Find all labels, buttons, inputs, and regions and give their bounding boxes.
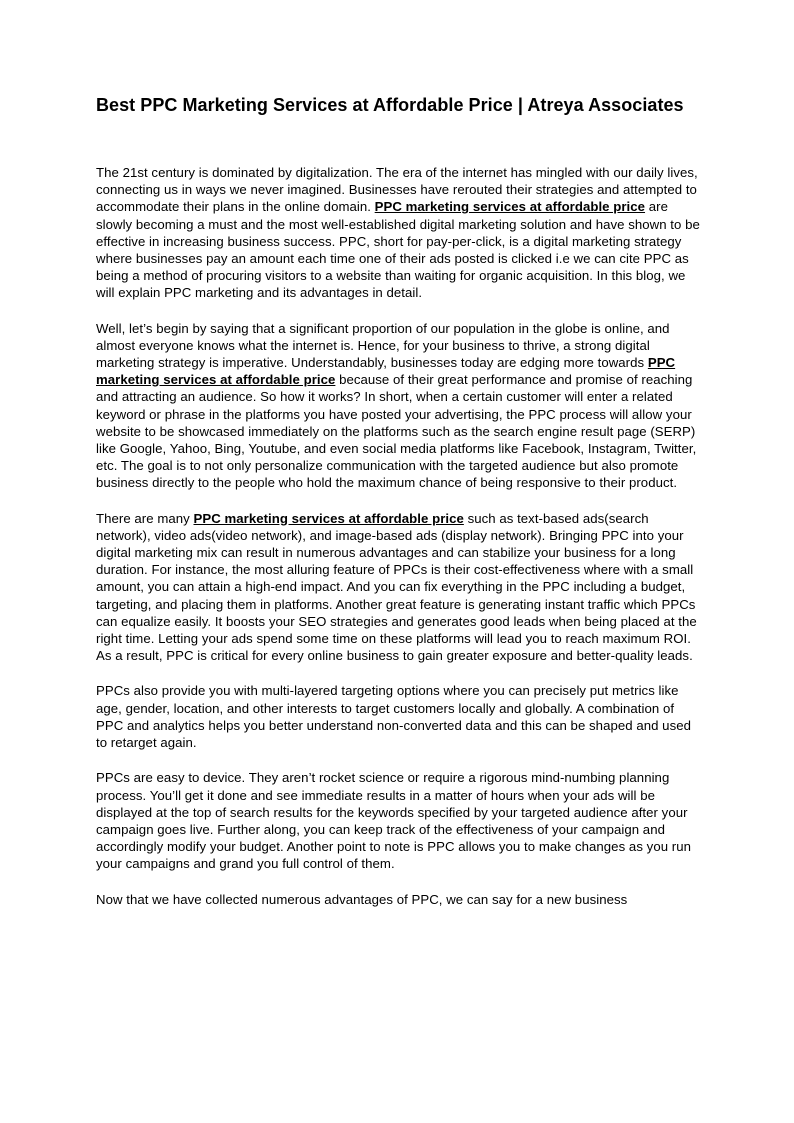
paragraph-how-it-works [96,320,700,492]
paragraph-ad-types [96,510,700,665]
ppc-services-link[interactable]: PPC marketing services at affordable price [96,355,676,388]
paragraph-text: The 21st century is dominated by digitalization. The era of the internet has mingled with our daily lives, connecting us in ways we never imagined. Businesses have rerouted their strategies and attempted to accommodate their plans in the online domain. [96,165,698,215]
ppc-services-link[interactable]: PPC marketing services at affordable price [374,199,646,215]
page-title: Best PPC Marketing Services at Affordable Price | Atreya Associates [96,95,684,115]
paragraph-text: There are many [96,510,194,526]
document-page [96,94,700,926]
paragraph-text: are slowly becoming a must and the most well-established digital marketing solution and have shown to be effective in increasing business success. PPC, short for pay-per-click, is a digital marketing strategy where businesses pay an amount each time one of their ads posted is clicked i.e we can cite PPC as being a method of procuring visitors to a website than waiting for organic acquisition. In this blog, we will explain PPC marketing and its advantages in detail. [96,199,700,301]
paragraph-text: such as text-based ads(search network), video ads(video network), and image-based ads (display network). Bringing PPC into your digital marketing mix can result in numerous advantages and can stabilize your business for a long duration. For instance, the most alluring feature of PPCs is their cost-effectiveness where with a small amount, you can attain a high-end impact. And you can fix everything in the PPC including a budget, targeting, and placing them in platforms. Another great feature is generating instant traffic which PPCs can equalize easily. It boosts your SEO strategies and generates good leads when being placed at the right time. Letting your ads spend some time on these platforms will lead you to reach maximum ROI. As a result, PPC is critical for every online business to gain greater exposure and better-quality leads. [96,510,697,664]
ppc-services-link[interactable]: PPC marketing services at affordable price [193,510,464,526]
paragraph-conclusion: Now that we have collected numerous advantages of PPC, we can say for a new business [96,891,628,907]
paragraph-easy-to-device: PPCs are easy to device. They aren’t rocket science or require a rigorous mind-numbing planning process. You’ll get it done and see immediate results in a matter of hours when your ads will be displayed at the top of search results for the keywords specified by your targeted audience after your campaign goes live. Further along, you can keep track of the effectiveness of your campaign and accordingly modify your budget. Another point to note is PPC allows you to make changes as you run your campaigns and grand you full control of them. [96,770,692,872]
paragraph-targeting: PPCs also provide you with multi-layered targeting options where you can precisely put metrics like age, gender, location, and other interests to target customers locally and globally. A combination of PPC and analytics helps you better understand non-converted data and this can be shaped and used to retarget again. [96,683,691,751]
paragraph-text: Well, let’s begin by saying that a significant proportion of our population in the globe is online, and almost everyone knows what the internet is. Hence, for your business to thrive, a strong digital marketing strategy is imperative. Understandably, businesses today are edging more towards [96,320,670,371]
paragraph-text: because of their great performance and promise of reaching and attracting an audience. So how it works? In short, when a certain customer will enter a related keyword or phrase in the platforms you have posted your advertising, the PPC process will allow your website to be showcased immediately on the platforms such as the search engine result page (SERP) like Google, Yahoo, Bing, Youtube, and even social media platforms like Facebook, Instagram, Twitter, etc. The goal is to not only personalize communication with the targeted audience but also promote business directly to the people who hold the maximum chance of being responsive to their product. [96,372,697,491]
paragraph-intro [96,164,700,302]
